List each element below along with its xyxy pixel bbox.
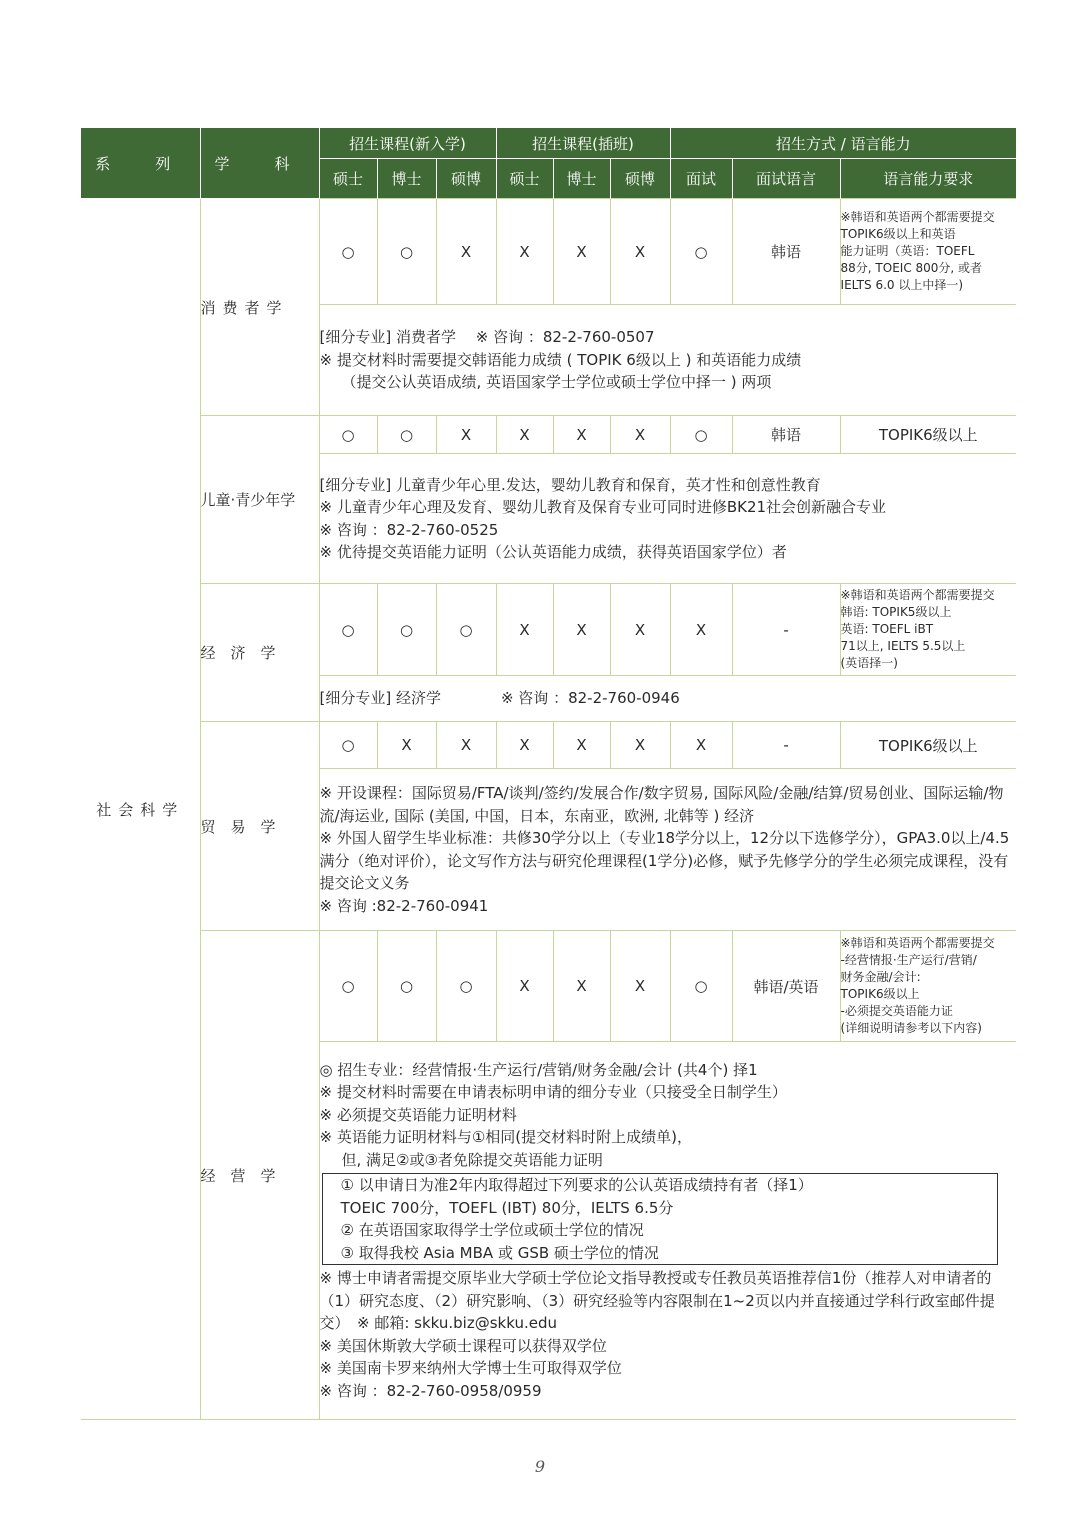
header-transfer-doctor: 博士 — [553, 159, 610, 199]
interview-language: - — [732, 722, 840, 769]
interview-language: 韩语/英语 — [732, 931, 840, 1042]
mark-cell: X — [436, 199, 496, 305]
mark-cell: ○ — [436, 931, 496, 1042]
notes-consumer-studies: [细分专业] 消费者学 ※ 咨询 ：82-2-760-0507 ※ 提交材料时需要提交韩语能力成绩 ( TOPIK 6级以上 ) 和英语能力成绩 （提交公认英语成绩, 英语国家学士学位或硕士学位中择一 ) 两项 — [319, 305, 1016, 416]
header-combined: 硕博 — [436, 159, 496, 199]
mark-cell: X — [553, 584, 610, 676]
header-series: 系 列 — [81, 128, 200, 199]
subject-consumer-studies: 消费者学 — [200, 199, 319, 416]
language-requirement: ※韩语和英语两个都需要提交 韩语: TOPIK5级以上 英语: TOEFL iBT 71以上, IELTS 5.5以上 (英语择一) — [840, 584, 1016, 676]
mark-cell: X — [496, 584, 553, 676]
page-number: 9 — [534, 1457, 546, 1476]
mark-cell: X — [496, 416, 553, 454]
notes-economics: [细分专业] 经济学 ※ 咨询 ：82-2-760-0946 — [319, 676, 1016, 722]
mark-cell: ○ — [319, 931, 377, 1042]
header-subject: 学 科 — [200, 128, 319, 199]
mark-cell: ○ — [377, 416, 436, 454]
language-requirement: ※韩语和英语两个都需要提交 TOPIK6级以上和英语 能力证明（英语：TOEFL 88分, TOEIC 800分, 或者 IELTS 6.0 以上中择一) — [840, 199, 1016, 305]
subject-child-youth-studies: 儿童·青少年学 — [200, 416, 319, 584]
category-social-science: 社会科学 — [81, 199, 200, 1420]
mark-cell: ○ — [319, 416, 377, 454]
mark-cell: ○ — [670, 199, 732, 305]
header-doctor: 博士 — [377, 159, 436, 199]
mark-cell: ○ — [319, 722, 377, 769]
mark-cell: ○ — [319, 199, 377, 305]
mark-cell: ○ — [377, 199, 436, 305]
interview-language: - — [732, 584, 840, 676]
language-requirement: ※韩语和英语两个都需要提交 -经营情报·生产运行/营销/ 财务金融/会计: TOPIK6级以上 -必须提交英语能力证 (详细说明请参考以下内容) — [840, 931, 1016, 1042]
mark-cell: X — [436, 416, 496, 454]
interview-language: 韩语 — [732, 416, 840, 454]
notes-business: ◎ 招生专业：经营情报·生产运行/营销/财务金融/会计 (共4个) 择1 ※ 提交材料时需要在申请表标明申请的细分专业（只接受全日制学生） ※ 必须提交英语能力证明材料 ※ 英语能力证明材料与①相同(提交材料时附上成绩单)， 但, 满足②或③者免除提交英语能力证明 ① 以申请日为准2年内取得超过下列要求的公认英语成绩持有者（择1） TOEIC 700分，TOEFL (IBT) 80分，IELTS 6.5分 ② 在英语国家取得学士学位或硕士学位的情况 ③ 取得我校 Asia MBA 或 GSB 硕士学位的情况 ※ 博士申请者需提交原毕业大学硕士学位论文指导教授或专任教员英语推荐信1份（推荐人对申请者的（1）研究态度、（2）研究影响、（3）研究经验等内容限制在1~2页以内并直接通过学科行政室邮件提交） ※ 邮箱: skku.biz@skku.edu ※ 美国休斯敦大学硕士课程可以获得双学位 ※ 美国南卡罗来纳州大学博士生可取得双学位 ※ 咨询 ：82-2-760-0958/0959 — [319, 1042, 1016, 1420]
header-transfer-master: 硕士 — [496, 159, 553, 199]
header-transfer-combined: 硕博 — [610, 159, 670, 199]
header-admission-method: 招生方式 / 语言能力 — [670, 128, 1016, 159]
notes-trade: ※ 开设课程：国际贸易/FTA/谈判/签约/发展合作/数字贸易, 国际风险/金融/结算/贸易创业、国际运输/物流/海运业, 国际 (美国, 中国，日本，东南亚，欧洲, 北韩等 ) 经济 ※ 外国人留学生毕业标准：共修30学分以上（专业18学分以上，12分以下选修学分），GPA3.0以上/4.5满分（绝对评价），论文写作方法与研究伦理课程(1学分)必修，赋予先修学分的学生必须完成课程，没有提交论文义务 ※ 咨询 :82-2-760-0941 — [319, 769, 1016, 931]
mark-cell: X — [553, 416, 610, 454]
mark-cell: ○ — [670, 931, 732, 1042]
mark-cell: X — [377, 722, 436, 769]
mark-cell: X — [610, 584, 670, 676]
mark-cell: X — [670, 722, 732, 769]
mark-cell: X — [610, 722, 670, 769]
header-language-requirement: 语言能力要求 — [840, 159, 1016, 199]
mark-cell: ○ — [377, 931, 436, 1042]
mark-cell: X — [670, 584, 732, 676]
mark-cell: ○ — [377, 584, 436, 676]
mark-cell: X — [610, 931, 670, 1042]
header-transfer: 招生课程(插班) — [496, 128, 670, 159]
admissions-table — [81, 128, 1016, 1420]
mark-cell: X — [496, 722, 553, 769]
mark-cell: X — [610, 199, 670, 305]
mark-cell: X — [496, 931, 553, 1042]
language-requirement: TOPIK6级以上 — [840, 722, 1016, 769]
interview-language: 韩语 — [732, 199, 840, 305]
language-requirement: TOPIK6级以上 — [840, 416, 1016, 454]
header-new-admission: 招生课程(新入学) — [319, 128, 496, 159]
mark-cell: X — [553, 199, 610, 305]
mark-cell: ○ — [436, 584, 496, 676]
subject-business: 经营学 — [200, 931, 319, 1420]
subject-trade: 贸易学 — [200, 722, 319, 931]
mark-cell: X — [496, 199, 553, 305]
mark-cell: ○ — [670, 416, 732, 454]
header-interview: 面试 — [670, 159, 732, 199]
header-master: 硕士 — [319, 159, 377, 199]
header-interview-language: 面试语言 — [732, 159, 840, 199]
mark-cell: X — [553, 931, 610, 1042]
mark-cell: X — [436, 722, 496, 769]
mark-cell: X — [553, 722, 610, 769]
notes-child-youth-studies: [细分专业] 儿童青少年心里.发达，婴幼儿教育和保育，英才性和创意性教育 ※ 儿童青少年心理及发育、婴幼儿教育及保育专业可同时进修BK21社会创新融合专业 ※ 咨询 ：82-2-760-0525 ※ 优待提交英语能力证明（公认英语能力成绩，获得英语国家学位）者 — [319, 454, 1016, 584]
mark-cell: X — [610, 416, 670, 454]
mark-cell: ○ — [319, 584, 377, 676]
english-requirement-box: ① 以申请日为准2年内取得超过下列要求的公认英语成绩持有者（择1） TOEIC 700分，TOEFL (IBT) 80分，IELTS 6.5分 ② 在英语国家取得学士学位或硕士学位的情况 ③ 取得我校 Asia MBA 或 GSB 硕士学位的情况 — [322, 1173, 999, 1265]
subject-economics: 经济学 — [200, 584, 319, 722]
